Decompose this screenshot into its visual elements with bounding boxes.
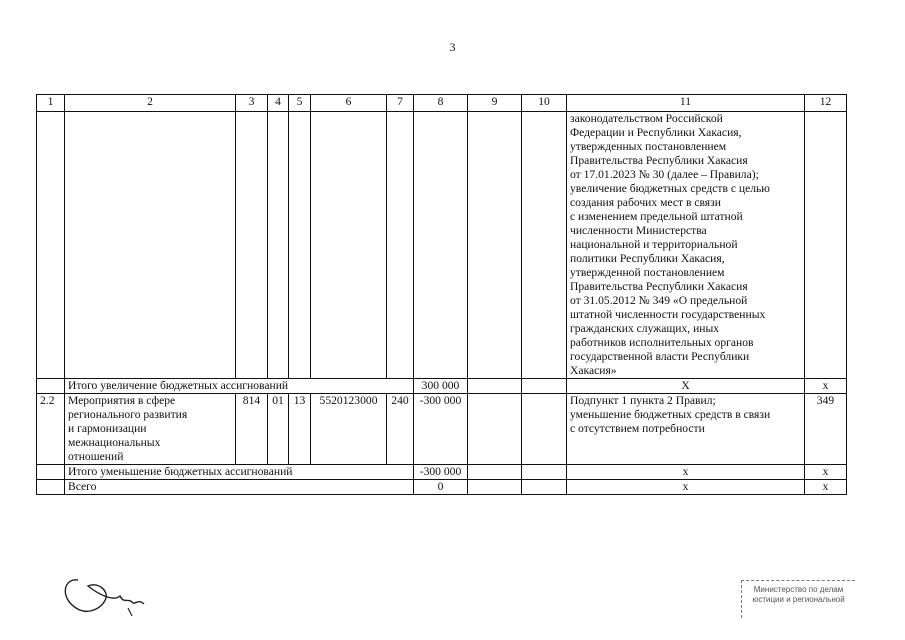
- page-number: 3: [449, 40, 456, 54]
- total-increase-code: х: [805, 379, 847, 394]
- stamp-line: Министерство по делам: [753, 585, 844, 594]
- grand-total-note: х: [567, 480, 805, 495]
- column-header: 7: [387, 95, 414, 112]
- justification-text: Подпункт 1 пункта 2 Правил; уменьшение бюджетных средств в связи с отсутствием потребности: [567, 394, 805, 465]
- grand-total-label: Всего: [65, 480, 414, 495]
- row-number: 2.2: [37, 394, 65, 465]
- column-header: 5: [289, 95, 311, 112]
- total-increase-note: Х: [567, 379, 805, 394]
- table-row-total: [37, 480, 847, 495]
- total-decrease-label: Итого уменьшение бюджетных ассигнований: [65, 465, 414, 480]
- grand-total-code: х: [805, 480, 847, 495]
- table-header-row: [37, 95, 847, 112]
- column-header: 1: [37, 95, 65, 112]
- justification-text: законодательством Российской Федерации и Республики Хакасия, утвержденных постановлением Правительства Республики Хакасия от 17.01.2023 № 30 (далее – Правила); увеличение бюджетных средств с целью создания рабочих мест в связи с изменением предельной штатной численности Министерства национальной и территориальной политики Республики Хакасия, утвержденной постановлением Правительства Республики Хакасия от 31.05.2012 № 349 «О предельной штатной численности государственных гражданских служащих, иных работников исполнительных органов государственной власти Республики Хакасия»: [567, 112, 805, 379]
- budget-table: [36, 94, 847, 495]
- table-row-total-increase: [37, 379, 847, 394]
- table-row-total-decrease: [37, 465, 847, 480]
- column-header: 9: [468, 95, 522, 112]
- column-header: 3: [236, 95, 268, 112]
- table-row-2-2: [37, 394, 847, 465]
- column-header: 2: [65, 95, 236, 112]
- section-code: 01: [268, 394, 289, 465]
- stamp-line: юстиции и региональной: [752, 595, 845, 604]
- grand-total-amount: 0: [414, 480, 468, 495]
- expense-type-code: 240: [387, 394, 414, 465]
- table-row-continuation: [37, 112, 847, 379]
- column-header: 10: [522, 95, 567, 112]
- target-article-code: 5520123000: [311, 394, 387, 465]
- amount: -300 000: [414, 394, 468, 465]
- column-header: 6: [311, 95, 387, 112]
- department-code: 814: [236, 394, 268, 465]
- activity-name: Мероприятия в сфере регионального развития и гармонизации межнациональных отношений: [65, 394, 236, 465]
- registration-stamp: [741, 580, 855, 618]
- total-decrease-amount: -300 000: [414, 465, 468, 480]
- handwritten-signature: [58, 568, 158, 618]
- total-decrease-note: х: [567, 465, 805, 480]
- column-header: 8: [414, 95, 468, 112]
- total-increase-label: Итого увеличение бюджетных ассигнований: [65, 379, 414, 394]
- column-header: 4: [268, 95, 289, 112]
- total-decrease-code: х: [805, 465, 847, 480]
- total-increase-amount: 300 000: [414, 379, 468, 394]
- column-header: 11: [567, 95, 805, 112]
- code-12: 349: [805, 394, 847, 465]
- column-header: 12: [805, 95, 847, 112]
- subsection-code: 13: [289, 394, 311, 465]
